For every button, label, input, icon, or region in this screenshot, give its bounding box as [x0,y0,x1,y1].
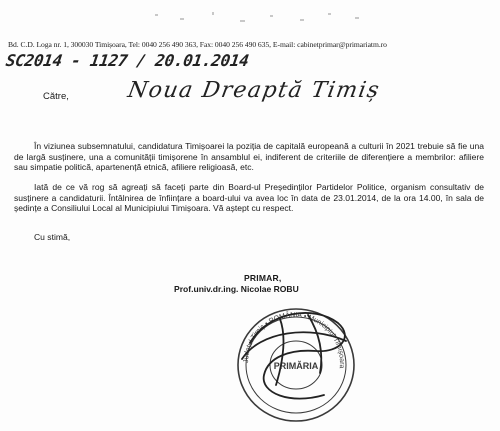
paragraph-2: Iată de ce vă rog să agreați să faceți parte din Board-ul Președinților Partidelor Politice, organism consultativ de susținere a candidaturii. Întâlnirea de înființare a board-ului va avea loc în data de 23.01.2014, de la ora 14.00, în sala de ședințe a Consiliului Local al Municipiului Timișoara. Vă aștept cu respect. [14,182,484,214]
handwritten-signature [242,313,346,399]
registration-number: SC2014 - 1127 / 20.01.2014 [4,51,250,70]
stamp-center-text: PRIMĂRIA [273,361,319,371]
scan-noise [150,8,380,30]
signature-title: PRIMAR, [244,273,282,283]
addressee-name: Noua Dreaptă Timiș [125,78,383,103]
stamp-ring-text: Județul Timiș • ROMÂNIA • Municipiul Timișoara [242,311,346,369]
letterhead-address: Bd. C.D. Loga nr. 1, 300030 Timișoara, Tel: 0040 256 490 363, Fax: 0040 256 490 635, E-mail: cabinetprimar@primariatm.ro [8,40,387,49]
addressee-label: Către, [43,91,69,102]
signature-name: Prof.univ.dr.ing. Nicolae ROBU [174,284,299,294]
closing-salutation: Cu stimă, [34,232,71,242]
official-stamp [220,301,368,427]
paragraph-1: În viziunea subsemnatului, candidatura Timișoarei la poziția de capitală europeană a culturii în 2021 trebuie să fie una de largă susținere, una a comunității timișorene în ansamblul ei, indiferent de criteriile de diferențiere a membrilor: afiliere sau simpatie politică, apartenență etnică, afiliere religioasă, etc. [14,141,484,173]
